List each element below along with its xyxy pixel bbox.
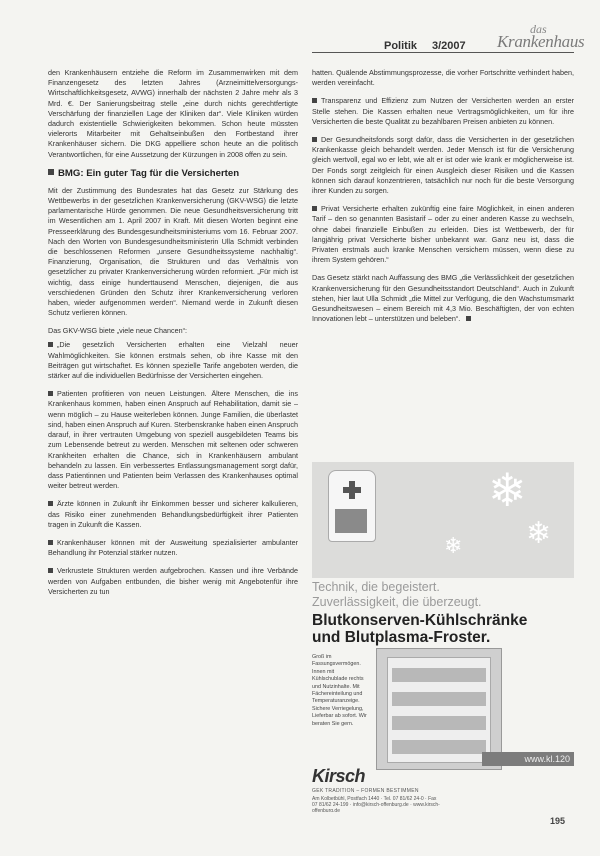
bullet-square-icon — [48, 342, 53, 347]
header-rule — [312, 52, 574, 53]
ad-product-title — [312, 612, 574, 646]
ad-slogan-line: Technik, die begeistert. — [312, 580, 440, 594]
company-logo: Kirsch — [312, 766, 366, 786]
bullet-square-icon — [48, 568, 53, 573]
fridge-shelf — [392, 692, 486, 706]
bullet-square-icon — [312, 137, 317, 142]
bullet-square-icon — [48, 540, 53, 545]
ad-product-line: Blutkonserven-Kühlschränke — [312, 612, 528, 629]
ad-product-line: und Blutplasma-Froster. — [312, 629, 491, 646]
bullet-item — [48, 566, 298, 597]
bullet-text: Der Gesundheitsfonds sorgt dafür, dass die Versicherten in der gesetzlichen Krankenkasse gleich behandelt werden. Jeder Mensch ist für die Versicherung gleich wertvoll, egal wo er lebt, wie alt er ist oder wie krank er möglicherweise ist. Der Fonds sorgt zeitgleich für einen Ausgleich dieser Risiken und die Kassen können sich darauf konzentrieren, tatsächlich nur noch für die beste Versorgung ihrer Kunden zu sorgen. — [312, 135, 574, 196]
snowflake-icon: ❄ — [526, 517, 552, 550]
ad-model-band: www.kl.120 — [482, 752, 574, 766]
company-tagline: GEK TRADITION – FORMEN BESTIMMEN — [312, 788, 419, 794]
ad-slogan — [312, 580, 482, 610]
fridge-interior — [387, 657, 491, 763]
ad-image — [312, 462, 574, 578]
medical-cross-icon — [343, 481, 361, 499]
bullet-text: Patienten profitieren von neuen Leistungen. Ältere Menschen, die ins Krankenhaus kommen, haben einen Anspruch auf Rehabilitation, damit sie – wenn möglich – zu Hause weiterleben können. Junge Familien, die überlastet sind, haben einen Anspruch auf Kuren. Sterbenskranke haben einen Anspruch darauf, in ihrer vertrauten Umgebung von speziell ausgebildeten Teams bis zum Lebensende betreut zu werden. Menschen mit seltenen oder schweren Krankheiten erhalten die Chance, sich in Krankenhäusern ambulant behandeln zu lassen. Ein verbessertes Entlassungsmanagement sorgt dafür, dass Patientinnen und Patienten beim Verlassen des Krankenhauses optimal weiter betreut werden. — [48, 389, 298, 491]
company-contact: Am Kolbetbühl, Postfach 1440 · Tel. 07 81/62 24-0 · Fax 07 81/62 24-199 · info@kirsch-offenburg.de · www.kirsch-offenburg.de — [312, 796, 440, 812]
bullet-square-icon — [48, 391, 53, 396]
intro-paragraph: den Krankenhäusern entziehe die Reform im Zusammenwirken mit dem Finanzengesetz des letzten Jahres (Arzneimittelversorgungs-Wirtschaftlichkeitsgesetz, AVWG) innerhalb der nächsten 2 Jahre mehr als 3 Mrd. €. Der Sanierungsbeitrag stelle „eine durch nichts gerechtfertigte Verschärfung der finanziellen Lage der Kliniken dar“. Viele Kliniken würden dadurch existentielle Schwierigkeiten bekommen. Schon heute müssten vielerorts Mitarbeiter mit Gehaltseinbußen den Fortbestand ihrer Krankenhäuser sichern. Die DKG appelliere schon heute an die politisch Verantwortlichen, für eine Aussetzung der Kürzungen in 2008 offen zu sein. — [48, 68, 298, 159]
closing-paragraph — [312, 273, 574, 324]
bullet-text: Krankenhäuser können mit der Ausweitung spezialisierter ambulanter Behandlung ihr Potenzial stärker nutzen. — [48, 537, 298, 558]
bullet-item — [48, 389, 298, 491]
fridge-shelf — [392, 668, 486, 682]
bullet-item — [312, 204, 574, 265]
heading-square-icon — [48, 169, 54, 175]
magazine-logo: Krankenhaus — [497, 32, 585, 51]
right-column — [312, 68, 574, 332]
article-heading-text: BMG: Ein guter Tag für die Versicherten — [58, 167, 240, 179]
bullet-text: Verkrustete Strukturen werden aufgebrochen. Kassen und ihre Verbände werden von Aufgaben entbunden, die bisher wenig mit Angebotenfür ihre Versicherten zu tun — [48, 566, 298, 596]
page-number: 195 — [550, 816, 566, 826]
magazine-logo-prefix: das — [530, 22, 547, 36]
list-intro: Das GKV-WSG biete „viele neue Chancen“: — [48, 326, 188, 336]
advertisement — [312, 462, 574, 812]
continued-paragraph: hatten. Quälende Abstimmungsprozesse, die vorher Fortschritte verhindert haben, werden vereinfacht. — [312, 68, 574, 88]
snowflake-icon: ❄ — [488, 464, 527, 516]
bullet-item — [48, 340, 298, 381]
end-mark-icon — [466, 316, 471, 321]
closing-text: Das Gesetz stärkt nach Auffassung des BMG „die Verlässlichkeit der gesetzlichen Krankenversicherung für den Gesundheitsstandort Deutschland“. Auch in Zukunft stehen, hier laut Ulla Schmidt „die Mittel zur Verfügung, die den Wachstumsmarkt Gesundheitswesen – einem Bereich mit 4,3 Mio. Beschäftigten, der von echten Innovationen lebt – unterstützen und beleben“. — [312, 273, 574, 324]
bullet-square-icon — [312, 98, 317, 103]
blood-bag-icon — [328, 470, 376, 542]
fridge-shelf — [392, 716, 486, 730]
bullet-text: „Die gesetzlich Versicherten erhalten eine Vielzahl neuer Wahlmöglichkeiten. Sie können erstmals sehen, ob ihre Kasse mit den Beiträgen gut wirtschaftet. Es können spezielle Tarife angeboten werden, die stärker auf die individuellen Bedürfnisse der Versicherten eingehen. — [48, 340, 298, 381]
fridge-shelf — [392, 740, 486, 754]
bullet-text: Transparenz und Effizienz zum Nutzen der Versicherten werden an erster Stelle stehen. Die Kassen erhalten neue Vertragsmöglichkeiten, um für ihre Versicherten die beste Qualität zu bezahlbaren Preisen anbieten zu können. — [312, 96, 574, 126]
ad-slogan-line: Zuverlässigkeit, die überzeugt. — [312, 595, 482, 609]
body-paragraph: Mit der Zustimmung des Bundesrates hat das Gesetz zur Stärkung des Wettbewerbs in der gesetzlichen Krankenversicherung (GKV-WSG) die letzte parlamentarische Hürde genommen. Die neue Gesundheitsversicherung tritt im Wesentlichen am 1. April 2007 in Kraft. Mit diesen Worten beginnt eine Presseerklärung des Bundesgesundheitsministeriums vom 16. Februar 2007. Nach den Worten von Bundesgesundheitsministerin Ulla Schmidt verbinden die beschlossenen Reformen „unsere Gesundheitssysteme nachhaltig“. Finanzierung, Organisation, die Strukturen und das Verhältnis von gesetzlicher zu privater Krankenversicherung würden reformiert. „Für mich ist wichtig, dass einige hunderttausend Menschen, diejenigen, die aus verschiedenen Gründen den Schutz ihrer Krankenversicherung verloren haben, wieder aufgenommen werden“. Niemand werde in Zukunft diesen Schutz verlieren können. — [48, 185, 298, 318]
article-heading — [48, 168, 298, 180]
snowflake-icon: ❄ — [444, 533, 463, 558]
left-column — [48, 68, 298, 605]
bullet-text: Ärzte können in Zukunft ihr Einkommen besser und sicherer kalkulieren, das Risiko einer zunehmenden Behandlungsbedürftigkeit ihrer Patienten tragen in Zukunft die Kassen. — [48, 499, 298, 529]
bag-label — [335, 509, 367, 533]
ad-description: Groß im Fassungsvermögen. Innen mit Kühlschublade rechts und Nutzinhalte. Mit Fächereinteilung und Temperaturanzeige. Sichere Verriegelung, Lieferbar ab sofort. Wir beraten Sie gern. — [312, 654, 367, 727]
bullet-square-icon — [312, 206, 317, 211]
bullet-item — [48, 538, 298, 558]
bullet-item — [312, 135, 574, 196]
issue-number: 3/2007 — [432, 40, 466, 52]
bullet-square-icon — [48, 501, 53, 506]
bullet-text: Privat Versicherte erhalten zukünftig eine faire Möglichkeit, in einen anderen Tarif – den so genannten Basistarif – oder zu einer anderen Kasse zu wechseln, ohne dabei finanzielle Einbußen zu erleiden. Dies ist Wettbewerb, der für langjährig privat Versicherte bisher unbekannt war. Ganz neu ist, dass die Privaten erstmals auch kranke Menschen versichern müssen, wenn diese zu ihrem System gehören.“ — [312, 204, 574, 265]
bullet-item — [48, 499, 298, 530]
bullet-item — [312, 96, 574, 127]
section-title: Politik — [384, 40, 418, 52]
